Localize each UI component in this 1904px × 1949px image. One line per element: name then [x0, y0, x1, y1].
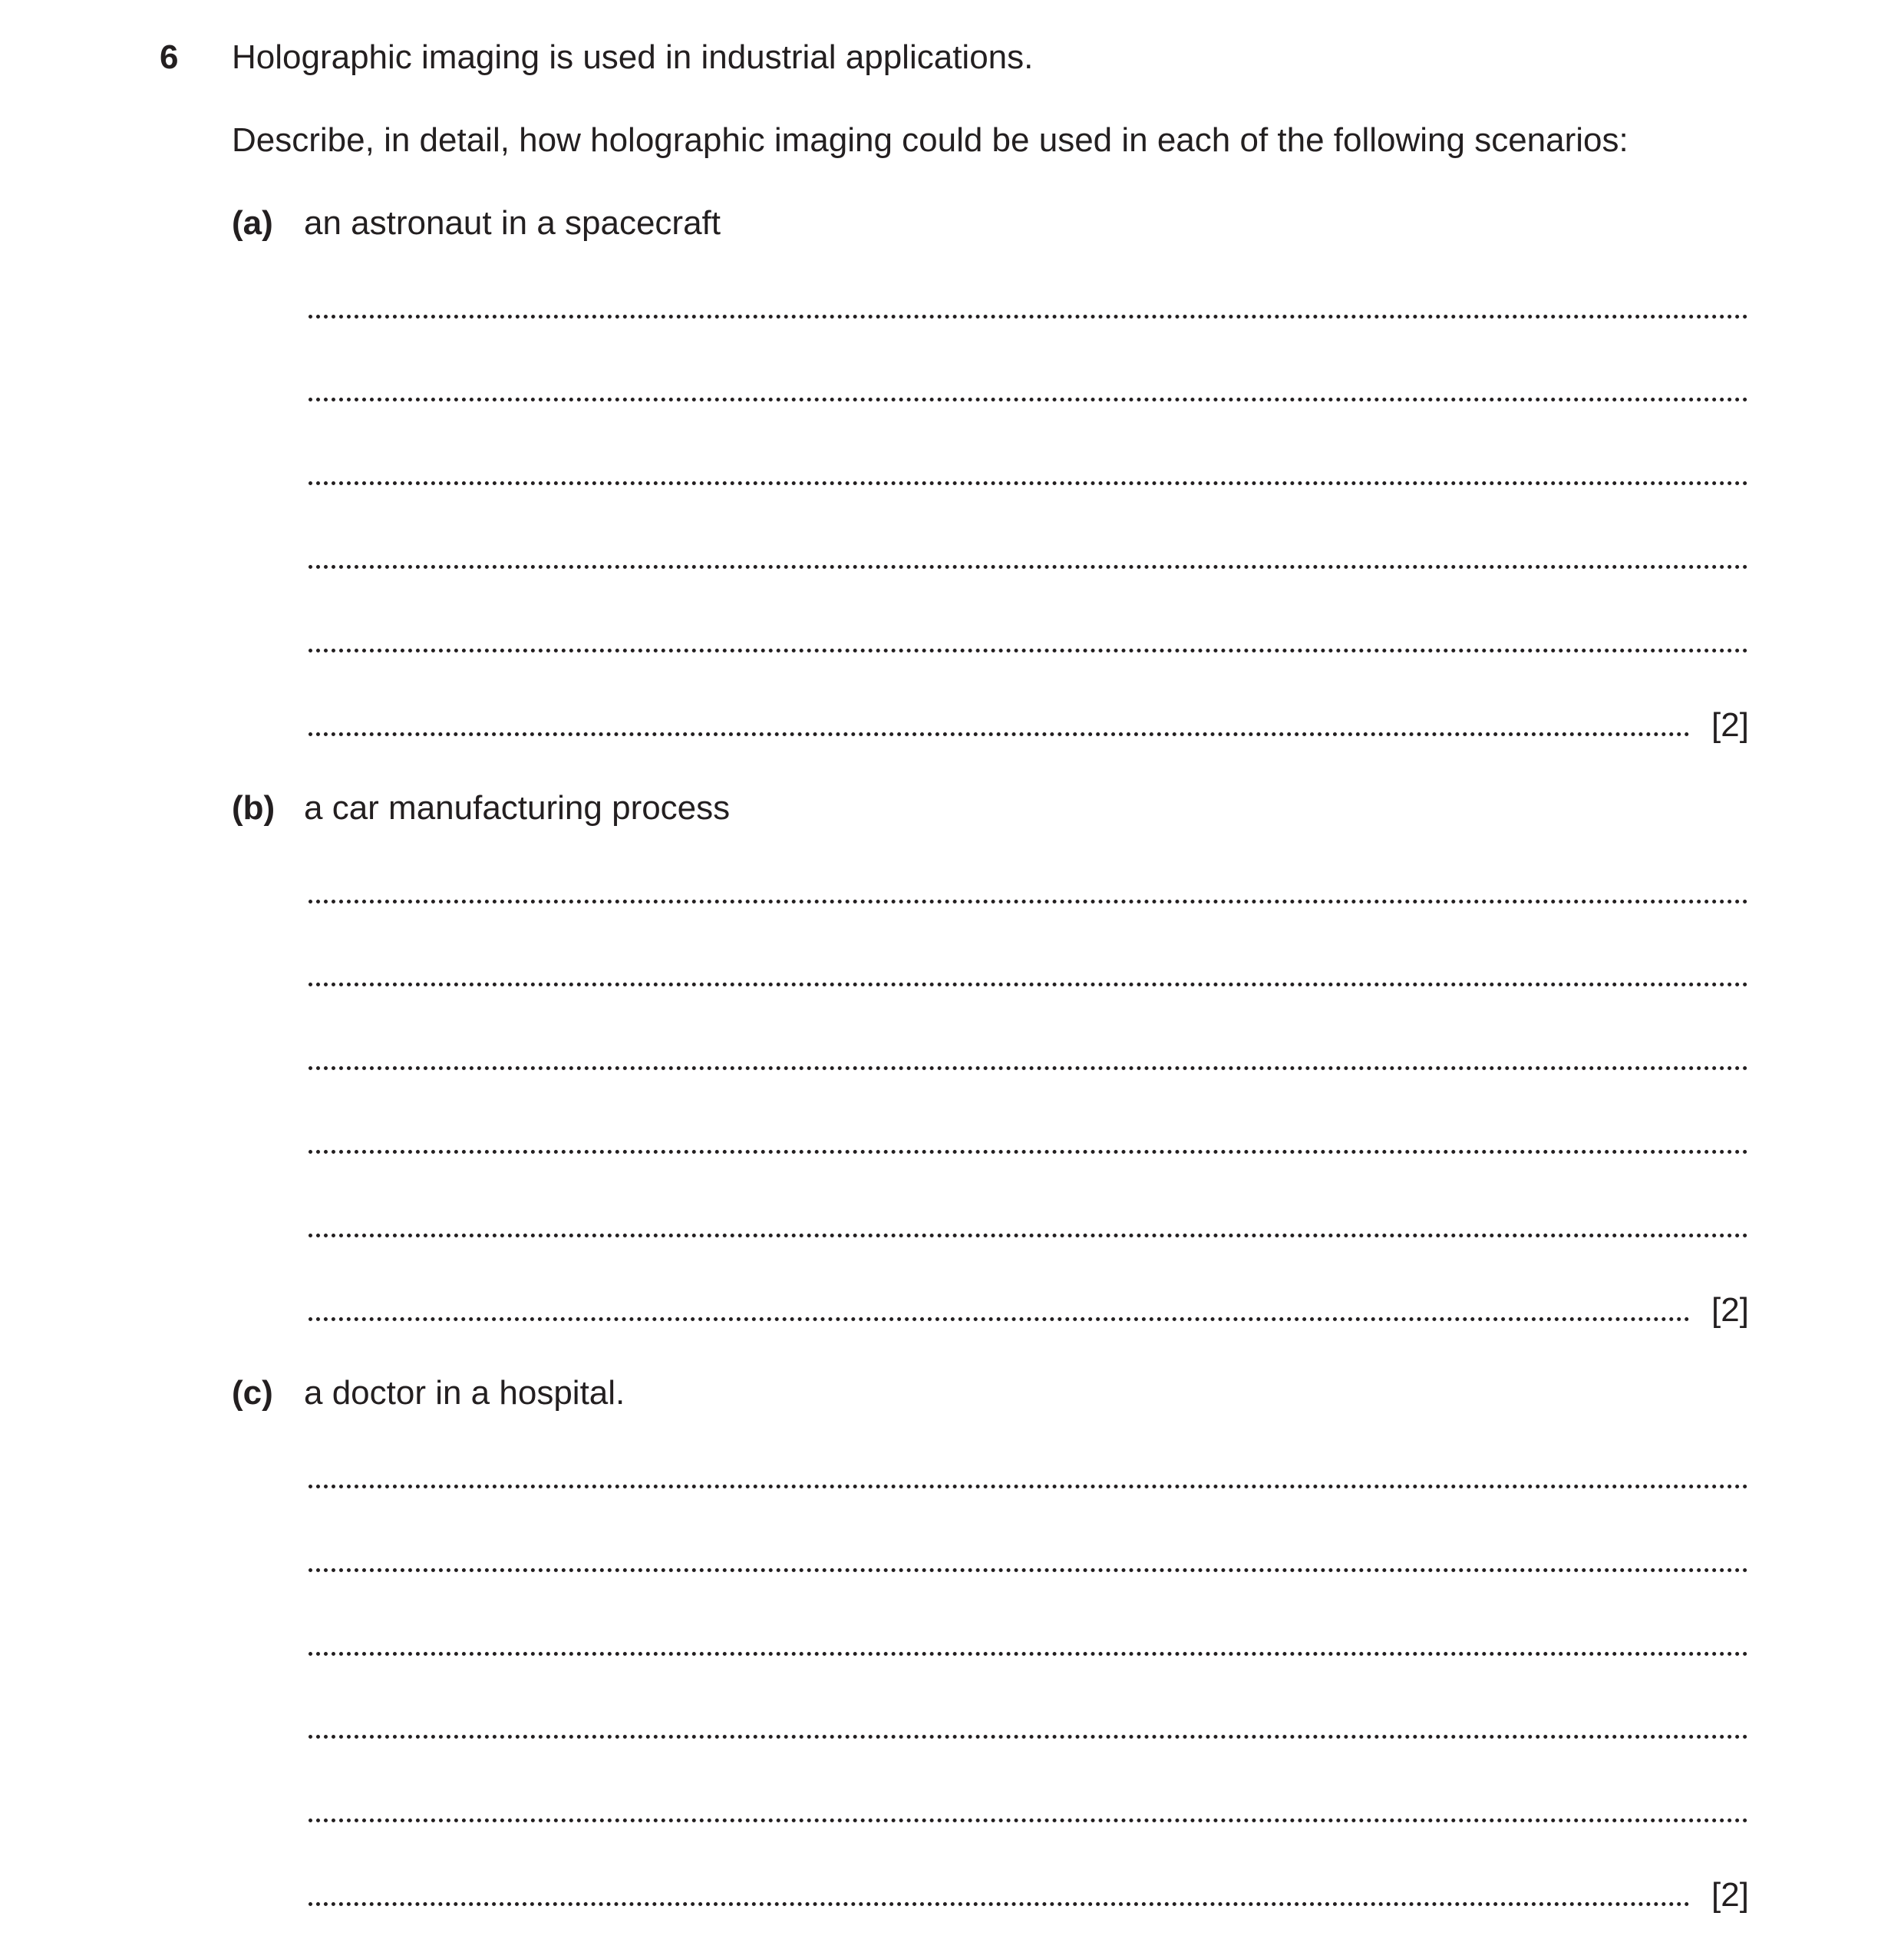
- part-a-marks: [2]: [1711, 706, 1749, 744]
- answer-line[interactable]: [309, 1568, 1748, 1572]
- answer-line[interactable]: [309, 1485, 1748, 1488]
- answer-line[interactable]: [309, 315, 1748, 319]
- part-c-heading: [232, 1373, 625, 1414]
- part-c-label: (c): [232, 1374, 273, 1412]
- answer-line[interactable]: [309, 1902, 1690, 1906]
- answer-line[interactable]: [309, 983, 1748, 986]
- part-b-label: (b): [232, 789, 276, 827]
- answer-line[interactable]: [309, 1735, 1748, 1739]
- answer-line[interactable]: [309, 565, 1748, 569]
- answer-line[interactable]: [309, 1066, 1748, 1070]
- question-instruction: Describe, in detail, how holographic imaging could be used in each of the following scenarios:: [232, 121, 1628, 159]
- answer-line[interactable]: [309, 1317, 1690, 1321]
- part-a-text: an astronaut in a spacecraft: [304, 204, 721, 242]
- answer-line[interactable]: [309, 398, 1748, 401]
- answer-line[interactable]: [309, 1819, 1748, 1822]
- answer-line[interactable]: [309, 1652, 1748, 1656]
- part-c-text: a doctor in a hospital.: [304, 1374, 625, 1412]
- answer-line[interactable]: [309, 732, 1690, 736]
- part-c-marks: [2]: [1711, 1876, 1749, 1914]
- part-b-text: a car manufacturing process: [304, 789, 731, 827]
- answer-line[interactable]: [309, 481, 1748, 485]
- part-a-label: (a): [232, 204, 273, 242]
- question-number: 6: [160, 38, 179, 76]
- part-a-heading: [232, 203, 721, 244]
- question-intro: Holographic imaging is used in industrial applications.: [232, 38, 1034, 76]
- answer-line[interactable]: [309, 900, 1748, 903]
- answer-line[interactable]: [309, 1150, 1748, 1154]
- answer-line[interactable]: [309, 649, 1748, 652]
- part-b-heading: [232, 788, 730, 829]
- part-b-marks: [2]: [1711, 1291, 1749, 1329]
- answer-line[interactable]: [309, 1234, 1748, 1237]
